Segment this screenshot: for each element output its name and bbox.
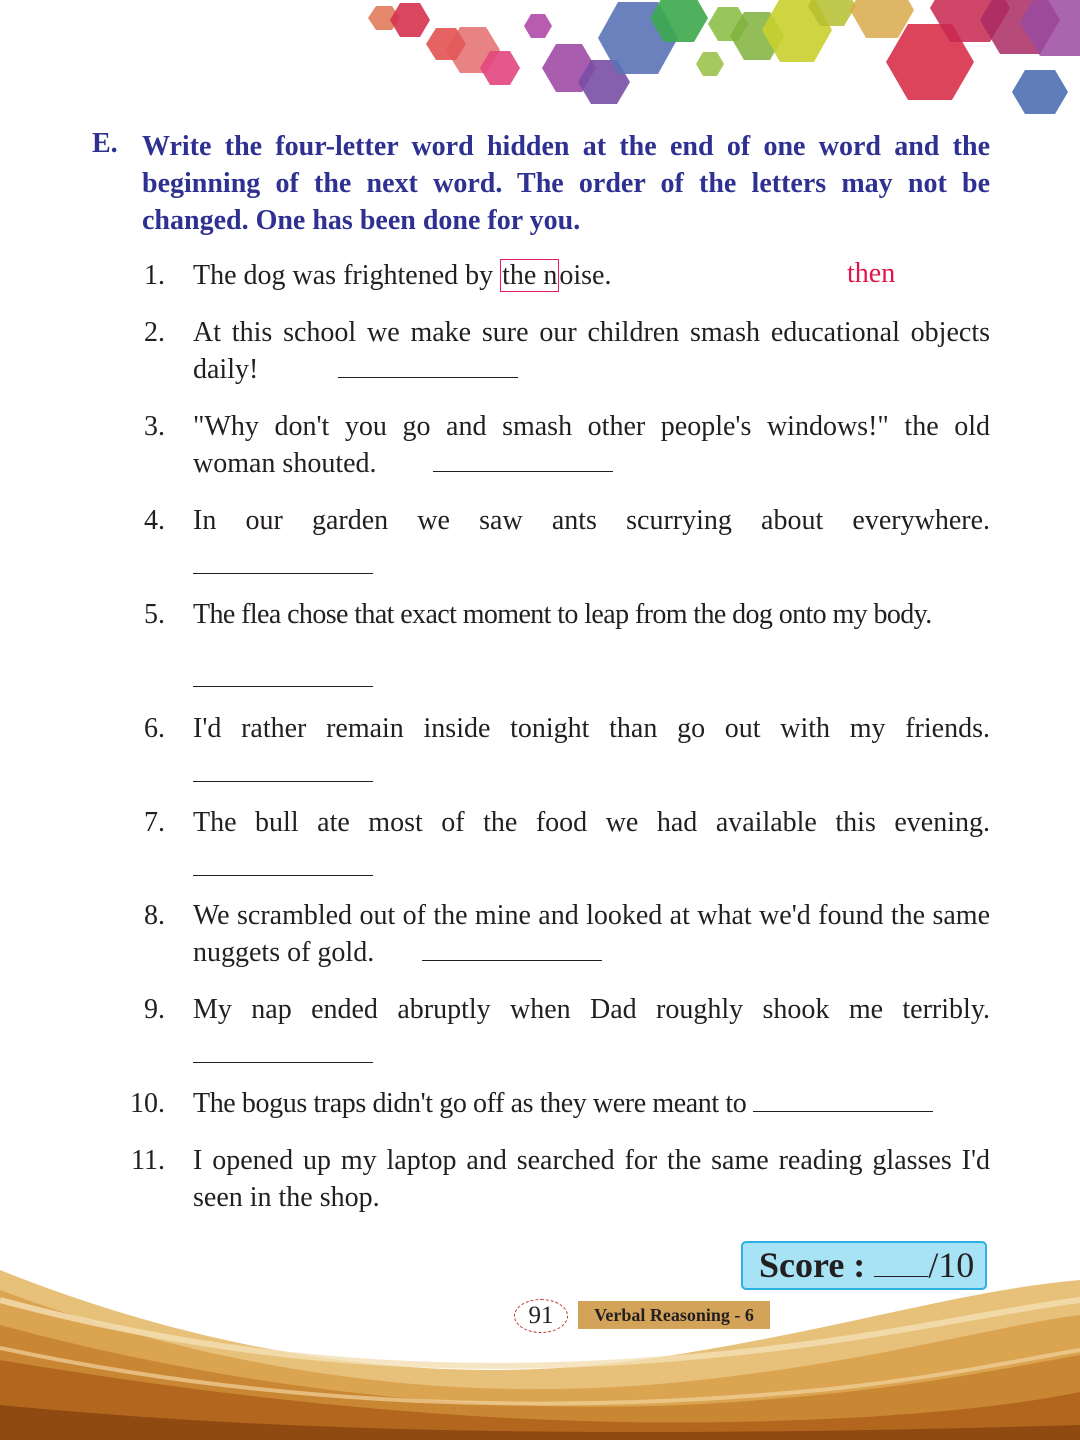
section-letter: E. [92,128,118,159]
answer-blank[interactable] [338,351,518,378]
question-text: The bogus traps didn't go off as they were meant to [193,1085,990,1122]
score-total: /10 [928,1245,975,1285]
example-text-after: oise. [559,260,612,291]
section-instruction: Write the four-letter word hidden at the end of one word and the beginning of the next word. The order of the letters may not be changed. One has been done for you. [142,131,990,236]
answer-blank[interactable] [433,445,613,472]
question-number: 11. [131,1145,165,1176]
answer-blank[interactable] [193,755,373,782]
question-text: My nap ended abruptly when Dad roughly shook me terribly. [193,994,990,1025]
question-number: 3. [144,411,165,442]
question-number: 4. [144,505,165,536]
answer-blank[interactable] [753,1085,933,1112]
question-text: We scrambled out of the mine and looked at what we'd found the same nuggets of gold. [193,900,990,968]
answer-blank[interactable] [193,849,373,876]
hexagon-decoration [0,0,1080,130]
question-text: I'd rather remain inside tonight than go out with my friends. [193,713,990,744]
question-text: The bull ate most of the food we had available this evening. [193,807,990,838]
question-text: I opened up my laptop and searched for the same reading glasses I'd seen in the shop. [193,1145,990,1213]
question-text: The flea chose that exact moment to leap from the dog onto my body. [193,599,932,630]
score-label: Score : [759,1245,866,1285]
answer-blank[interactable] [422,934,602,961]
question-number: 10. [130,1088,165,1119]
question-text: At this school we make sure our children smash educational objects daily! [193,317,990,385]
question-number: 7. [144,807,165,838]
book-title-tag: Verbal Reasoning - 6 [578,1301,770,1329]
question-text: "Why don't you go and smash other people's windows!" the old woman shouted. [193,411,990,479]
question-text: In our garden we saw ants scurrying about everywhere. [193,505,990,536]
answer-blank[interactable] [193,1036,373,1063]
example-text-before: The dog was frightened by [193,260,501,291]
answer-blank[interactable] [193,547,373,574]
score-box [741,1241,987,1290]
example-answer: then [847,258,896,289]
page-number: 91 [514,1299,568,1333]
question-number: 2. [144,317,165,348]
question-number: 8. [144,900,165,931]
hidden-word-highlight: the n [502,260,558,291]
question-number: 5. [144,599,165,630]
answer-blank[interactable] [193,660,373,687]
question-number: 9. [144,994,165,1025]
question-number: 1. [144,260,165,291]
score-blank[interactable] [874,1246,928,1277]
question-number: 6. [144,713,165,744]
